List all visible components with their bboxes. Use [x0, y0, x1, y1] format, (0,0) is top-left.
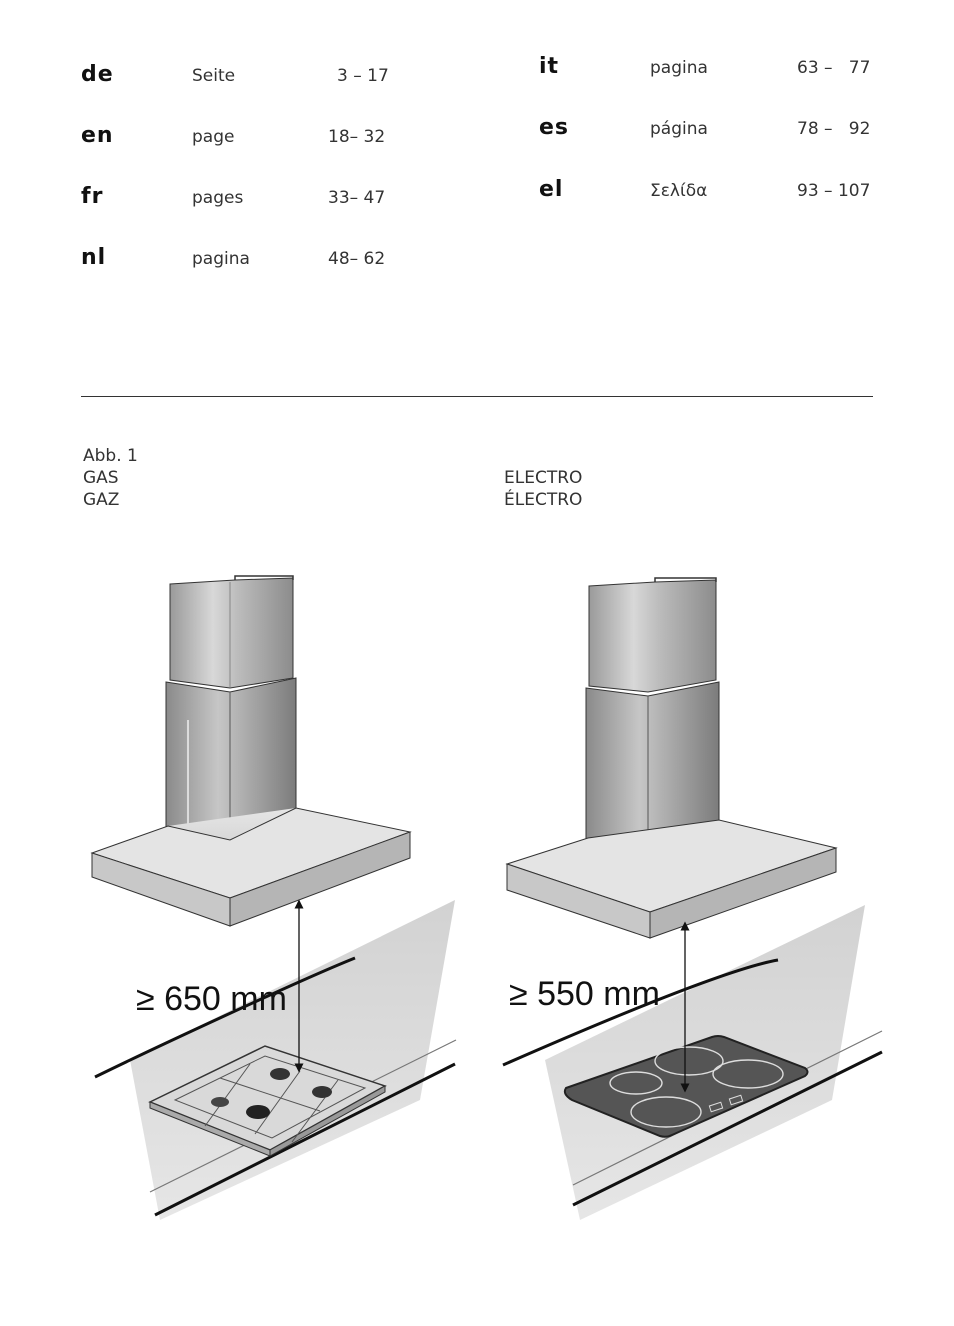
- language-code: el: [539, 177, 564, 202]
- page-range: 63 – 77: [797, 58, 871, 78]
- gas-hood-illustration: [92, 576, 456, 1220]
- language-code: de: [81, 62, 114, 87]
- caption-gas: GAS: [83, 468, 119, 488]
- page-range: 3 – 17: [337, 66, 389, 86]
- figure-captions-left: [83, 445, 138, 511]
- page-range: 18– 32: [328, 127, 386, 147]
- language-row-en: [81, 123, 401, 153]
- language-code: es: [539, 115, 570, 140]
- section-divider: [81, 396, 873, 397]
- figure-captions-right: [504, 467, 582, 511]
- electro-canopy: [507, 820, 836, 938]
- language-row-nl: [81, 245, 401, 275]
- gas-distance-label: ≥ 650 mm: [136, 980, 287, 1018]
- page-word: page: [192, 127, 235, 147]
- language-code: it: [539, 54, 560, 79]
- page-word: Σελίδα: [650, 181, 708, 201]
- page-word: pages: [192, 188, 244, 208]
- language-row-it: [539, 54, 879, 84]
- page-word: pagina: [192, 249, 250, 269]
- electro-distance-label: ≥ 550 mm: [509, 975, 660, 1013]
- language-code: nl: [81, 245, 107, 270]
- electro-hood-illustration: [503, 578, 882, 1220]
- language-row-de: [81, 62, 401, 92]
- hood-installation-figure: [0, 540, 954, 1260]
- language-row-es: [539, 115, 879, 145]
- figure-label: Abb. 1: [83, 446, 138, 466]
- language-row-fr: [81, 184, 401, 214]
- page-range: 93 – 107: [797, 181, 871, 201]
- language-code: en: [81, 123, 114, 148]
- page-word: página: [650, 119, 708, 139]
- page-word: pagina: [650, 58, 708, 78]
- page-range: 33– 47: [328, 188, 386, 208]
- caption-electro: ELECTRO: [504, 468, 583, 488]
- language-code: fr: [81, 184, 104, 209]
- gas-canopy: [92, 808, 410, 926]
- page-word: Seite: [192, 66, 236, 86]
- caption-gaz: GAZ: [83, 490, 120, 510]
- page-range: 78 – 92: [797, 119, 871, 139]
- page-range: 48– 62: [328, 249, 386, 269]
- language-row-el: [539, 177, 879, 207]
- caption-electro-fr: ÉLECTRO: [504, 490, 583, 510]
